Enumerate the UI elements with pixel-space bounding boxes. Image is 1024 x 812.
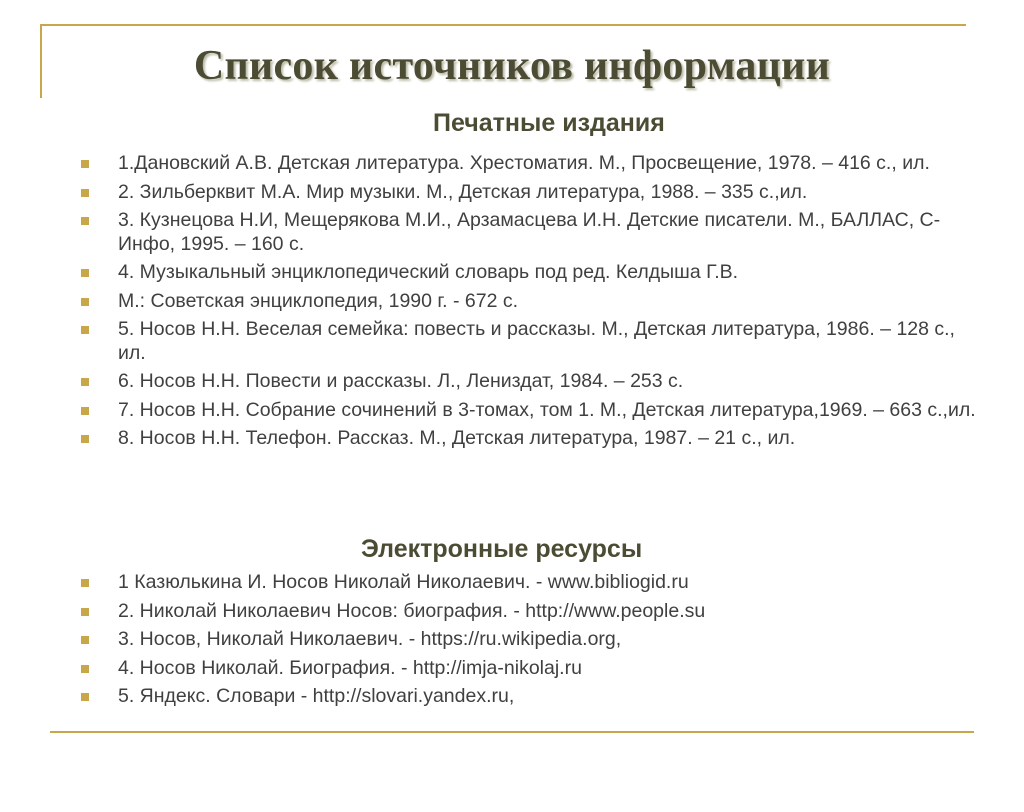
list-item-text: 2. Николай Николаевич Носов: биография. - http://www.people.su	[118, 599, 706, 622]
list-item-text: 1 Казюлькина И. Носов Николай Николаевич. - www.bibliogid.ru	[118, 571, 689, 593]
square-bullet-icon	[81, 298, 89, 306]
list-item-text: М.: Советская энциклопедия, 1990 г. - 672 с.	[118, 289, 519, 312]
section-heading-electronic: Электронные ресурсы	[361, 535, 643, 563]
list-item	[81, 657, 981, 681]
square-bullet-icon	[81, 217, 89, 225]
list-item	[81, 290, 981, 314]
list-item	[81, 181, 981, 205]
square-bullet-icon	[81, 326, 89, 334]
square-bullet-icon	[81, 407, 89, 415]
list-item	[81, 628, 981, 652]
square-bullet-icon	[81, 378, 89, 386]
electronic-sources-list	[81, 571, 981, 714]
list-item-text: 1.Дановский А.В. Детская литература. Хрестоматия. М., Просвещение, 1978. – 416 с., ил.	[118, 152, 930, 174]
list-item	[81, 399, 981, 423]
list-item-text: 6. Носов Н.Н. Повести и рассказы. Л., Лениздат, 1984. – 253 с.	[118, 370, 684, 392]
list-item-text: 3. Кузнецова Н.И, Мещерякова М.И., Арзамасцева И.Н. Детские писатели. М., БАЛЛАС, С-Инфо, 1995. – 160 с.	[118, 209, 941, 255]
list-item-text: 3. Носов, Николай Николаевич. - https://ru.wikipedia.org,	[118, 628, 622, 650]
square-bullet-icon	[81, 636, 89, 644]
bottom-divider	[50, 731, 974, 733]
list-item	[81, 571, 981, 595]
square-bullet-icon	[81, 579, 89, 587]
list-item	[81, 427, 981, 451]
square-bullet-icon	[81, 435, 89, 443]
list-item-text: 2. Зильберквит М.А. Мир музыки. М., Детская литература, 1988. – 335 с.,ил.	[118, 180, 808, 203]
printed-sources-list	[81, 152, 981, 456]
square-bullet-icon	[81, 160, 89, 168]
list-item-text: 4. Музыкальный энциклопедический словарь под ред. Келдыша Г.В.	[118, 261, 739, 283]
list-item-text: 8. Носов Н.Н. Телефон. Рассказ. М., Детская литература, 1987. – 21 с., ил.	[118, 427, 796, 449]
list-item	[81, 318, 981, 365]
top-divider	[40, 24, 966, 26]
list-item-text: 5. Яндекс. Словари - http://slovari.yandex.ru,	[118, 685, 515, 707]
section-heading-printed: Печатные издания	[433, 109, 665, 137]
square-bullet-icon	[81, 608, 89, 616]
list-item	[81, 152, 981, 176]
list-item	[81, 685, 981, 709]
list-item-text: 7. Носов Н.Н. Собрание сочинений в 3-томах, том 1. М., Детская литература,1969. – 663 с.,ил.	[118, 398, 976, 421]
list-item	[81, 261, 981, 285]
list-item-text: 4. Носов Николай. Биография. - http://imja-nikolaj.ru	[118, 656, 582, 679]
square-bullet-icon	[81, 189, 89, 197]
list-item	[81, 209, 981, 256]
page-title: Список источников информации	[193, 43, 831, 89]
square-bullet-icon	[81, 269, 89, 277]
list-item	[81, 370, 981, 394]
square-bullet-icon	[81, 665, 89, 673]
list-item-text: 5. Носов Н.Н. Веселая семейка: повесть и рассказы. М., Детская литература, 1986. – 128 с., ил.	[118, 318, 955, 364]
list-item	[81, 600, 981, 624]
square-bullet-icon	[81, 693, 89, 701]
